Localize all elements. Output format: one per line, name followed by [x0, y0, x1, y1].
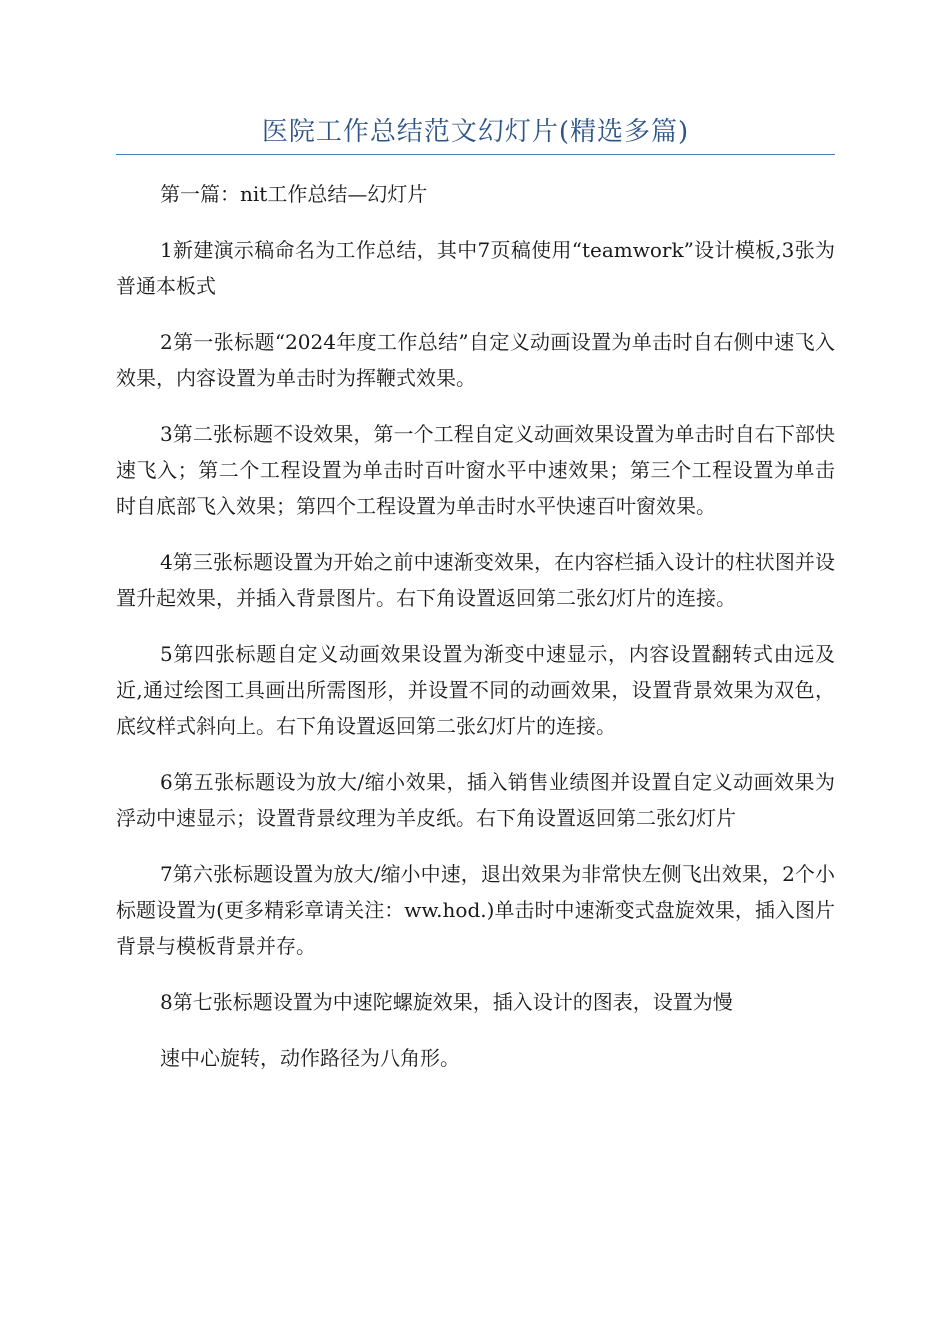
paragraph-item-8: 8第七张标题设置为中速陀螺旋效果，插入设计的图表，设置为慢 — [160, 990, 733, 1014]
document-title: 医院工作总结范文幻灯片(精选多篇) — [261, 117, 690, 147]
paragraph-item-1: 1新建演示稿命名为工作总结，其中7页稿使用“teamwork”设计模板,3张为普通本板式 — [116, 238, 835, 298]
paragraph-item-4: 4第三张标题设置为开始之前中速渐变效果，在内容栏插入设计的柱状图并设置升起效果，并插入背景图片。右下角设置返回第二张幻灯片的连接。 — [116, 550, 835, 610]
paragraph-item-8-continued: 速中心旋转，动作路径为八角形。 — [160, 1046, 460, 1070]
paragraph-section-heading: 第一篇：nit工作总结—幻灯片 — [160, 182, 428, 206]
paragraph-item-2: 2第一张标题“2024年度工作总结”自定义动画设置为单击时自右侧中速飞入效果，内容设置为单击时为挥鞭式效果。 — [116, 330, 835, 390]
title-underline — [116, 154, 835, 155]
paragraph-item-5: 5第四张标题自定义动画效果设置为渐变中速显示，内容设置翻转式由远及近,通过绘图工具画出所需图形，并设置不同的动画效果，设置背景效果为双色，底纹样式斜向上。右下角设置返回第二张幻灯片的连接。 — [116, 642, 835, 738]
document-body — [116, 176, 835, 1096]
paragraph-item-3: 3第二张标题不设效果，第一个工程自定义动画效果设置为单击时自右下部快速飞入；第二个工程设置为单击时百叶窗水平中速效果；第三个工程设置为单击时自底部飞入效果；第四个工程设置为单击时水平快速百叶窗效果。 — [116, 422, 835, 518]
paragraph-item-7: 7第六张标题设置为放大/缩小中速，退出效果为非常快左侧飞出效果，2个小标题设置为(更多精彩章请关注：ww.hod.)单击时中速渐变式盘旋效果，插入图片背景与模板背景并存。 — [116, 862, 835, 958]
paragraph-item-6: 6第五张标题设为放大/缩小效果，插入销售业绩图并设置自定义动画效果为浮动中速显示；设置背景纹理为羊皮纸。右下角设置返回第二张幻灯片 — [116, 770, 835, 830]
